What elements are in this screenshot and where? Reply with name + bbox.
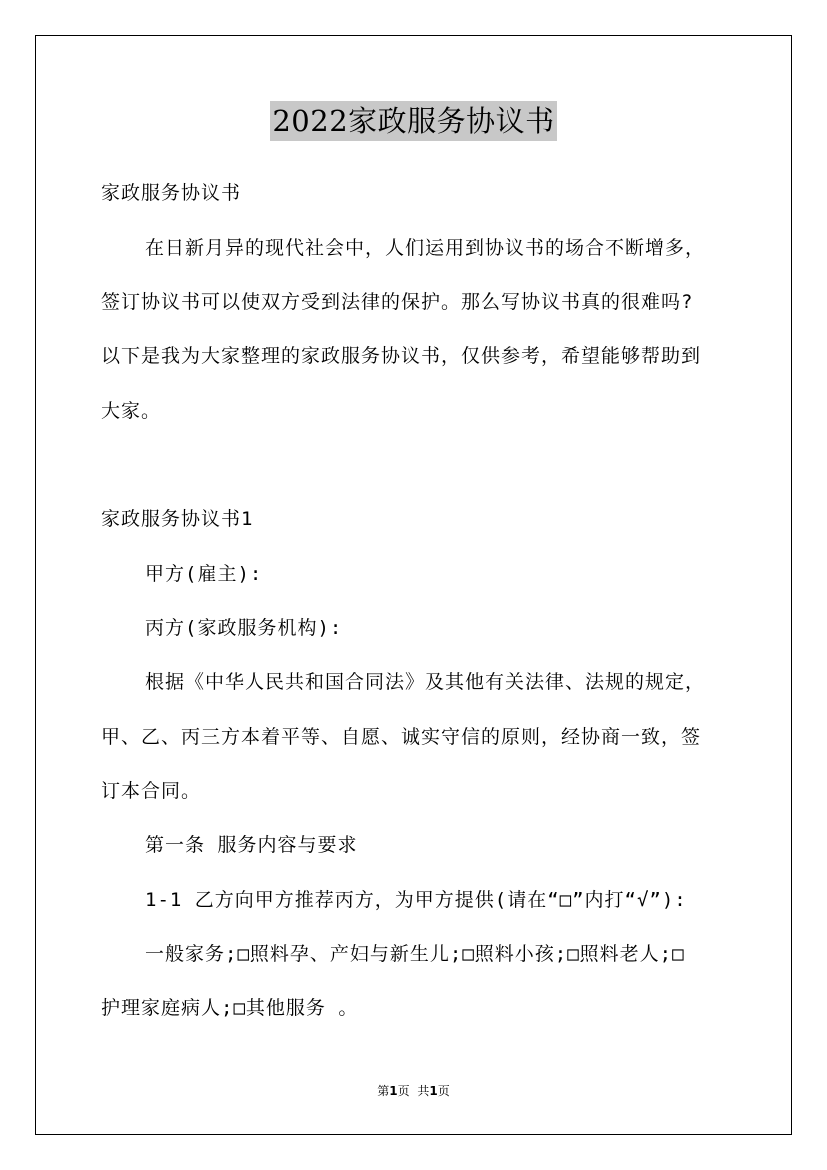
paragraph-line: 大家。	[101, 400, 162, 422]
paragraph-line: 订本合同。	[101, 780, 202, 802]
article-heading: 第一条 服务内容与要求	[145, 834, 358, 856]
paragraph-line: 根据《中华人民共和国合同法》及其他有关法律、法规的规定，	[145, 671, 706, 693]
clause-line: 一般家务;□照料孕、产妇与新生儿;□照料小孩;□照料老人;□	[145, 943, 685, 965]
paragraph-line: 以下是我为大家整理的家政服务协议书，仅供参考，希望能够帮助到	[101, 345, 702, 367]
footer-total-suffix: 页	[437, 1084, 450, 1098]
paragraph-line: 甲、乙、丙三方本着平等、自愿、诚实守信的原则，经协商一致，签	[101, 726, 702, 748]
footer-page-number: 1	[389, 1084, 398, 1098]
document-title: 2022家政服务协议书	[270, 101, 556, 141]
footer-total-prefix: 共	[417, 1084, 430, 1098]
footer-page-suffix: 页	[397, 1084, 410, 1098]
section-heading: 家政服务协议书1	[101, 508, 254, 530]
page-footer	[0, 1083, 827, 1099]
section-heading: 家政服务协议书	[101, 182, 242, 204]
clause-line: 护理家庭病人;□其他服务 。	[101, 997, 359, 1019]
title-container	[0, 101, 827, 141]
clause-line: 1-1 乙方向甲方推荐丙方，为甲方提供(请在“□”内打“√”):	[145, 889, 687, 911]
party-line: 丙方(家政服务机构):	[145, 617, 343, 639]
footer-total-number: 1	[429, 1084, 438, 1098]
footer-page-prefix: 第	[377, 1084, 390, 1098]
paragraph-line: 签订协议书可以使双方受到法律的保护。那么写协议书真的很难吗?	[101, 291, 694, 313]
party-line: 甲方(雇主):	[145, 563, 263, 585]
paragraph-line: 在日新月异的现代社会中，人们运用到协议书的场合不断增多，	[145, 237, 706, 259]
